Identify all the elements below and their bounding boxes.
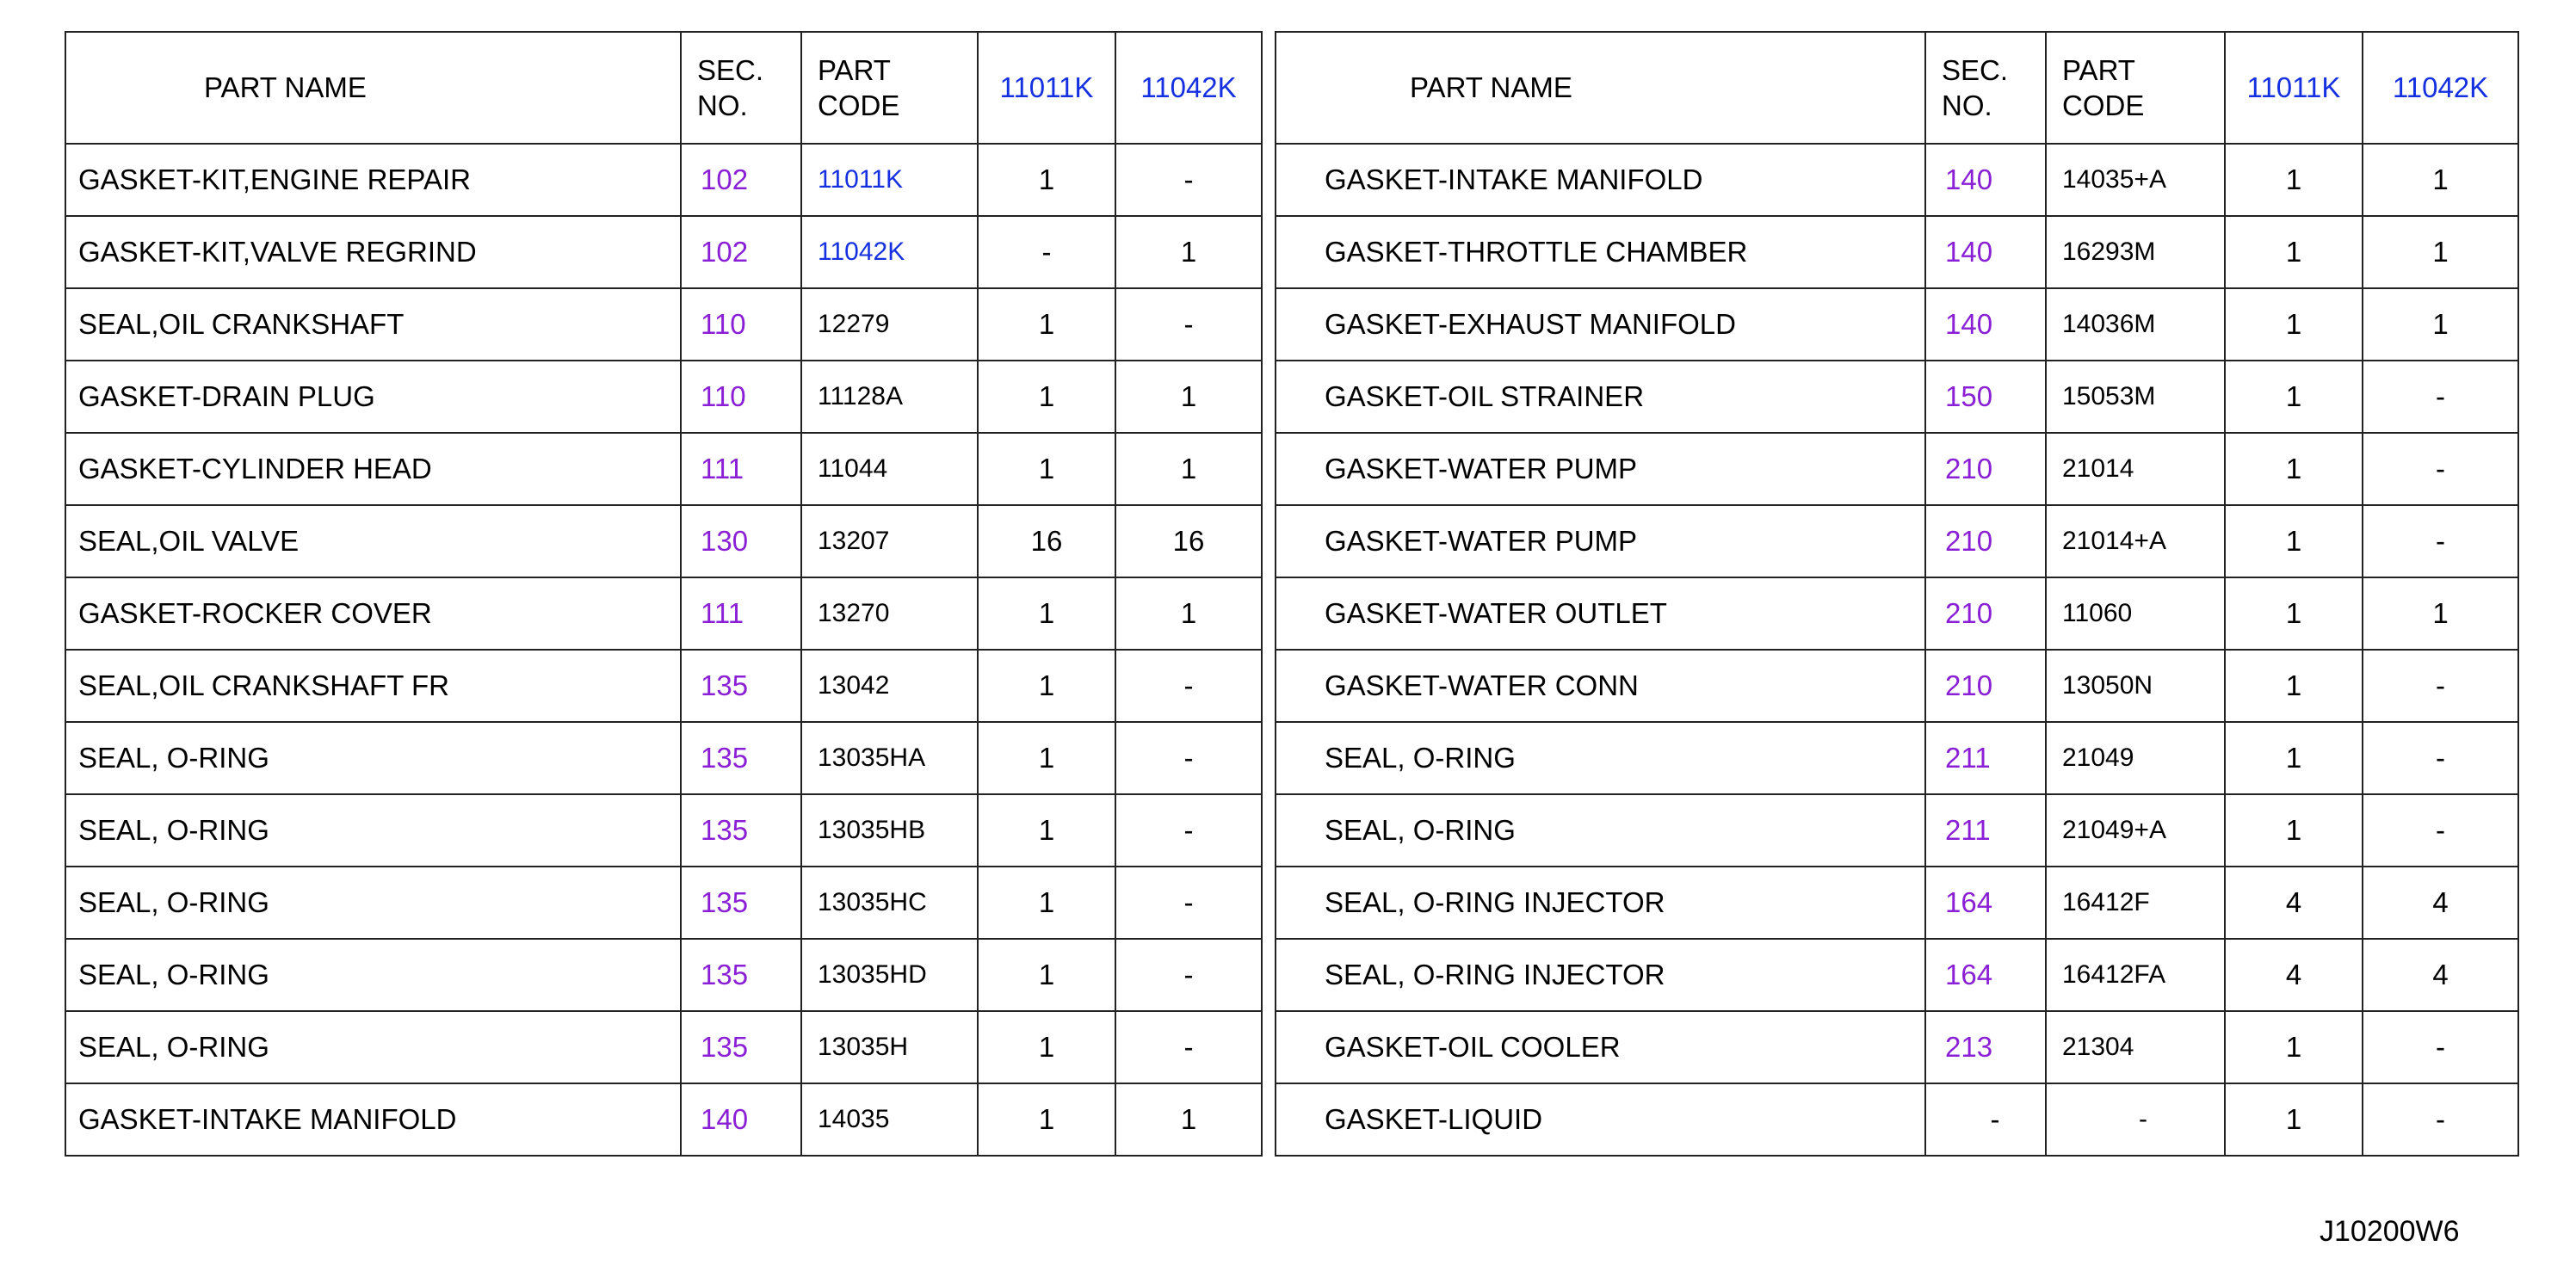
sec-no-cell: 140 <box>681 1083 801 1156</box>
sec-no-cell: 135 <box>681 650 801 722</box>
part-code-cell: 13035HB <box>801 794 978 867</box>
part-code-cell-right: 16412FA <box>2046 939 2225 1011</box>
part-name-cell: GASKET-DRAIN PLUG <box>65 361 681 433</box>
part-code-cell: 13035HD <box>801 939 978 1011</box>
part-code-cell-right: 14036M <box>2046 288 2225 361</box>
qty-11011k-cell: 1 <box>978 722 1115 794</box>
sec-no-cell-right: 210 <box>1925 505 2046 577</box>
sec-no-cell: 135 <box>681 722 801 794</box>
qty-11011k-cell-right: 1 <box>2225 361 2363 433</box>
header-part-code-right: PART CODE <box>2046 32 2225 144</box>
part-name-cell-right: GASKET-INTAKE MANIFOLD <box>1276 144 1925 216</box>
part-code-cell: 11128A <box>801 361 978 433</box>
qty-11011k-cell-right: 1 <box>2225 144 2363 216</box>
sec-no-cell-right: 210 <box>1925 433 2046 505</box>
sec-no-cell: 102 <box>681 216 801 288</box>
part-name-cell-right: SEAL, O-RING INJECTOR <box>1276 867 1925 939</box>
part-code-cell-right: 14035+A <box>2046 144 2225 216</box>
qty-11042k-cell: 1 <box>1115 1083 1262 1156</box>
table-row <box>65 216 2518 288</box>
part-name-cell-right: GASKET-WATER PUMP <box>1276 433 1925 505</box>
sec-no-cell: 135 <box>681 794 801 867</box>
part-code-cell-right: 21304 <box>2046 1011 2225 1083</box>
header-part-code: PART CODE <box>801 32 978 144</box>
qty-11011k-cell: 1 <box>978 433 1115 505</box>
part-code-cell-right: 21049+A <box>2046 794 2225 867</box>
part-code-cell-right: 21049 <box>2046 722 2225 794</box>
qty-11042k-cell-right: - <box>2363 505 2518 577</box>
qty-11042k-cell-right: - <box>2363 722 2518 794</box>
part-name-cell: SEAL, O-RING <box>65 722 681 794</box>
qty-11042k-cell-right: 1 <box>2363 577 2518 650</box>
part-code-cell: 13042 <box>801 650 978 722</box>
qty-11042k-cell-right: 1 <box>2363 288 2518 361</box>
qty-11042k-cell: - <box>1115 867 1262 939</box>
header-sec-no: SEC. NO. <box>681 32 801 144</box>
qty-11011k-cell: - <box>978 216 1115 288</box>
sec-no-cell: 110 <box>681 361 801 433</box>
sec-no-cell-right: 210 <box>1925 650 2046 722</box>
part-code-cell-right: 13050N <box>2046 650 2225 722</box>
qty-11042k-cell-right: 4 <box>2363 867 2518 939</box>
part-name-cell-right: GASKET-EXHAUST MANIFOLD <box>1276 288 1925 361</box>
column-divider <box>1262 867 1276 939</box>
sec-no-cell: 111 <box>681 577 801 650</box>
part-code-cell-right: 11060 <box>2046 577 2225 650</box>
part-code-cell-right: 16412F <box>2046 867 2225 939</box>
qty-11011k-cell-right: 1 <box>2225 794 2363 867</box>
part-name-cell-right: SEAL, O-RING INJECTOR <box>1276 939 1925 1011</box>
part-name-cell: SEAL, O-RING <box>65 867 681 939</box>
qty-11042k-cell-right: - <box>2363 650 2518 722</box>
qty-11042k-cell-right: - <box>2363 433 2518 505</box>
qty-11011k-cell-right: 1 <box>2225 288 2363 361</box>
qty-11042k-cell: - <box>1115 939 1262 1011</box>
sec-no-cell-right: 164 <box>1925 939 2046 1011</box>
qty-11042k-cell: - <box>1115 794 1262 867</box>
qty-11011k-cell-right: 1 <box>2225 1011 2363 1083</box>
part-code-cell: 13270 <box>801 577 978 650</box>
header-part-name-right: PART NAME <box>1276 32 1925 144</box>
qty-11042k-cell-right: - <box>2363 1083 2518 1156</box>
qty-11011k-cell-right: 1 <box>2225 216 2363 288</box>
table-row <box>65 505 2518 577</box>
qty-11042k-cell: - <box>1115 650 1262 722</box>
part-code-cell: 11044 <box>801 433 978 505</box>
part-name-cell: SEAL, O-RING <box>65 939 681 1011</box>
qty-11042k-cell-right: 4 <box>2363 939 2518 1011</box>
qty-11011k-cell: 1 <box>978 867 1115 939</box>
sec-no-cell-right: - <box>1925 1083 2046 1156</box>
qty-11042k-cell: 1 <box>1115 216 1262 288</box>
qty-11011k-cell-right: 1 <box>2225 1083 2363 1156</box>
table-row <box>65 361 2518 433</box>
column-divider <box>1262 433 1276 505</box>
table-row <box>65 867 2518 939</box>
qty-11011k-cell: 1 <box>978 361 1115 433</box>
part-name-cell-right: GASKET-OIL STRAINER <box>1276 361 1925 433</box>
part-code-cell: 11011K <box>801 144 978 216</box>
table-row <box>65 939 2518 1011</box>
part-code-cell: 14035 <box>801 1083 978 1156</box>
column-divider <box>1262 1083 1276 1156</box>
qty-11011k-cell-right: 4 <box>2225 939 2363 1011</box>
sec-no-cell-right: 211 <box>1925 794 2046 867</box>
part-code-cell: 13035H <box>801 1011 978 1083</box>
qty-11011k-cell-right: 1 <box>2225 577 2363 650</box>
qty-11011k-cell: 1 <box>978 939 1115 1011</box>
sec-no-cell-right: 140 <box>1925 216 2046 288</box>
sec-no-cell: 110 <box>681 288 801 361</box>
column-divider <box>1262 939 1276 1011</box>
header-kit-11042k: 11042K <box>1115 32 1262 144</box>
qty-11042k-cell: 16 <box>1115 505 1262 577</box>
table-row <box>65 794 2518 867</box>
parts-list-sheet <box>65 31 2519 1157</box>
qty-11042k-cell: 1 <box>1115 361 1262 433</box>
header-kit-11011k-right: 11011K <box>2225 32 2363 144</box>
table-row <box>65 288 2518 361</box>
header-kit-11011k: 11011K <box>978 32 1115 144</box>
part-name-cell-right: GASKET-THROTTLE CHAMBER <box>1276 216 1925 288</box>
qty-11042k-cell: 1 <box>1115 433 1262 505</box>
part-name-cell-right: GASKET-LIQUID <box>1276 1083 1925 1156</box>
sec-no-cell: 135 <box>681 1011 801 1083</box>
part-code-cell-right: 21014 <box>2046 433 2225 505</box>
part-name-cell: SEAL,OIL VALVE <box>65 505 681 577</box>
table-row <box>65 650 2518 722</box>
sec-no-cell: 102 <box>681 144 801 216</box>
part-name-cell-right: SEAL, O-RING <box>1276 794 1925 867</box>
table-row <box>65 1011 2518 1083</box>
part-name-cell: GASKET-ROCKER COVER <box>65 577 681 650</box>
part-name-cell: SEAL, O-RING <box>65 794 681 867</box>
part-name-cell-right: GASKET-WATER CONN <box>1276 650 1925 722</box>
part-name-cell: SEAL,OIL CRANKSHAFT FR <box>65 650 681 722</box>
qty-11042k-cell-right: - <box>2363 1011 2518 1083</box>
header-part-name: PART NAME <box>65 32 681 144</box>
qty-11042k-cell-right: 1 <box>2363 216 2518 288</box>
sec-no-cell-right: 213 <box>1925 1011 2046 1083</box>
qty-11042k-cell-right: 1 <box>2363 144 2518 216</box>
sec-no-cell: 111 <box>681 433 801 505</box>
part-name-cell: SEAL, O-RING <box>65 1011 681 1083</box>
column-divider <box>1262 505 1276 577</box>
qty-11042k-cell: - <box>1115 1011 1262 1083</box>
part-name-cell-right: GASKET-WATER PUMP <box>1276 505 1925 577</box>
part-code-cell: 11042K <box>801 216 978 288</box>
table-row <box>65 433 2518 505</box>
column-divider <box>1262 216 1276 288</box>
qty-11011k-cell-right: 1 <box>2225 433 2363 505</box>
part-code-cell: 12279 <box>801 288 978 361</box>
sec-no-cell: 135 <box>681 939 801 1011</box>
column-divider <box>1262 794 1276 867</box>
qty-11011k-cell-right: 1 <box>2225 722 2363 794</box>
qty-11011k-cell: 16 <box>978 505 1115 577</box>
gasket-kit-parts-table <box>65 31 2519 1157</box>
qty-11011k-cell: 1 <box>978 794 1115 867</box>
part-name-cell-right: SEAL, O-RING <box>1276 722 1925 794</box>
qty-11042k-cell: - <box>1115 288 1262 361</box>
column-divider <box>1262 288 1276 361</box>
qty-11011k-cell: 1 <box>978 650 1115 722</box>
qty-11011k-cell-right: 1 <box>2225 650 2363 722</box>
qty-11011k-cell: 1 <box>978 144 1115 216</box>
table-row <box>65 722 2518 794</box>
column-divider <box>1262 722 1276 794</box>
part-name-cell: GASKET-KIT,VALVE REGRIND <box>65 216 681 288</box>
part-code-cell-right: 21014+A <box>2046 505 2225 577</box>
qty-11042k-cell-right: - <box>2363 361 2518 433</box>
qty-11011k-cell: 1 <box>978 1083 1115 1156</box>
qty-11042k-cell: - <box>1115 144 1262 216</box>
sec-no-cell-right: 210 <box>1925 577 2046 650</box>
header-sec-no-right: SEC. NO. <box>1925 32 2046 144</box>
qty-11011k-cell-right: 4 <box>2225 867 2363 939</box>
column-divider <box>1262 1011 1276 1083</box>
qty-11042k-cell: - <box>1115 722 1262 794</box>
part-code-cell: 13035HA <box>801 722 978 794</box>
drawing-code: J10200W6 <box>2320 1215 2460 1248</box>
sec-no-cell: 130 <box>681 505 801 577</box>
qty-11011k-cell: 1 <box>978 288 1115 361</box>
qty-11011k-cell-right: 1 <box>2225 505 2363 577</box>
qty-11011k-cell: 1 <box>978 577 1115 650</box>
table-header-row <box>65 32 2518 144</box>
part-name-cell: GASKET-INTAKE MANIFOLD <box>65 1083 681 1156</box>
part-name-cell-right: GASKET-WATER OUTLET <box>1276 577 1925 650</box>
column-divider <box>1262 650 1276 722</box>
table-row <box>65 144 2518 216</box>
sec-no-cell-right: 150 <box>1925 361 2046 433</box>
sec-no-cell-right: 140 <box>1925 144 2046 216</box>
sec-no-cell-right: 140 <box>1925 288 2046 361</box>
column-divider <box>1262 144 1276 216</box>
part-code-cell: 13035HC <box>801 867 978 939</box>
part-name-cell: GASKET-KIT,ENGINE REPAIR <box>65 144 681 216</box>
part-code-cell-right: 16293M <box>2046 216 2225 288</box>
qty-11042k-cell: 1 <box>1115 577 1262 650</box>
column-divider <box>1262 577 1276 650</box>
table-row <box>65 1083 2518 1156</box>
sec-no-cell-right: 211 <box>1925 722 2046 794</box>
part-code-cell-right: - <box>2046 1083 2225 1156</box>
header-kit-11042k-right: 11042K <box>2363 32 2518 144</box>
column-divider <box>1262 32 1276 144</box>
column-divider <box>1262 361 1276 433</box>
part-code-cell-right: 15053M <box>2046 361 2225 433</box>
part-name-cell-right: GASKET-OIL COOLER <box>1276 1011 1925 1083</box>
part-code-cell: 13207 <box>801 505 978 577</box>
part-name-cell: GASKET-CYLINDER HEAD <box>65 433 681 505</box>
sec-no-cell-right: 164 <box>1925 867 2046 939</box>
part-name-cell: SEAL,OIL CRANKSHAFT <box>65 288 681 361</box>
qty-11042k-cell-right: - <box>2363 794 2518 867</box>
table-row <box>65 577 2518 650</box>
sec-no-cell: 135 <box>681 867 801 939</box>
qty-11011k-cell: 1 <box>978 1011 1115 1083</box>
